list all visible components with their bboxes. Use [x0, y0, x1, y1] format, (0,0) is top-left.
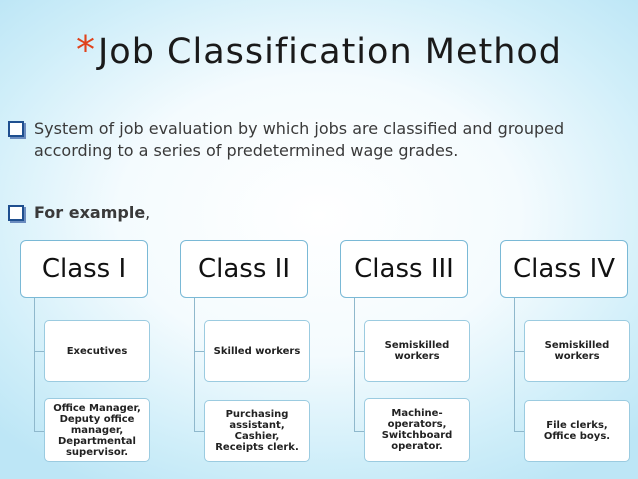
class-label: Class I	[41, 254, 127, 284]
bullet-text: For example	[34, 203, 146, 222]
bullet-suffix: ,	[145, 203, 151, 222]
class-item-text: File clerks, Office boys.	[543, 420, 611, 442]
class-item-text: Purchasing assistant, Cashier, Receipts clerk.	[215, 409, 299, 453]
class-label: Class IV	[512, 254, 616, 284]
connector-line	[34, 298, 35, 432]
class-item-text: Skilled workers	[213, 345, 301, 357]
class-item-text: Machine-operators, Switchboard operator.	[381, 408, 453, 452]
class-card-4	[500, 240, 628, 298]
class-item	[204, 400, 310, 462]
checkbox-bullet-icon	[8, 121, 24, 137]
slide-title	[0, 28, 638, 72]
class-item-text: Semiskilled workers	[544, 340, 610, 362]
connector-line	[514, 298, 515, 432]
class-item-text: Office Manager, Deputy office manager, Departmental supervisor.	[53, 402, 141, 458]
class-item-text: Semiskilled workers	[384, 340, 450, 362]
connector-line	[194, 298, 195, 432]
class-item	[44, 398, 150, 462]
checkbox-bullet-icon	[8, 205, 24, 221]
class-card-2	[180, 240, 308, 298]
title-star: *	[75, 28, 96, 72]
bullet-text: System of job evaluation by which jobs are classified and grouped according to a series of predetermined wage grades.	[34, 119, 565, 160]
class-item	[524, 400, 630, 462]
class-item-text: Executives	[66, 345, 128, 357]
class-item	[204, 320, 310, 382]
bullet-definition	[8, 118, 628, 162]
class-card-3	[340, 240, 468, 298]
class-item	[364, 398, 470, 462]
title-text: Job Classification Method	[97, 32, 563, 72]
bullet-example	[8, 202, 628, 224]
class-label: Class II	[197, 254, 290, 284]
class-label: Class III	[354, 254, 454, 284]
class-item	[364, 320, 470, 382]
class-item	[44, 320, 150, 382]
connector-line	[354, 298, 355, 432]
class-item	[524, 320, 630, 382]
class-card-1	[20, 240, 148, 298]
